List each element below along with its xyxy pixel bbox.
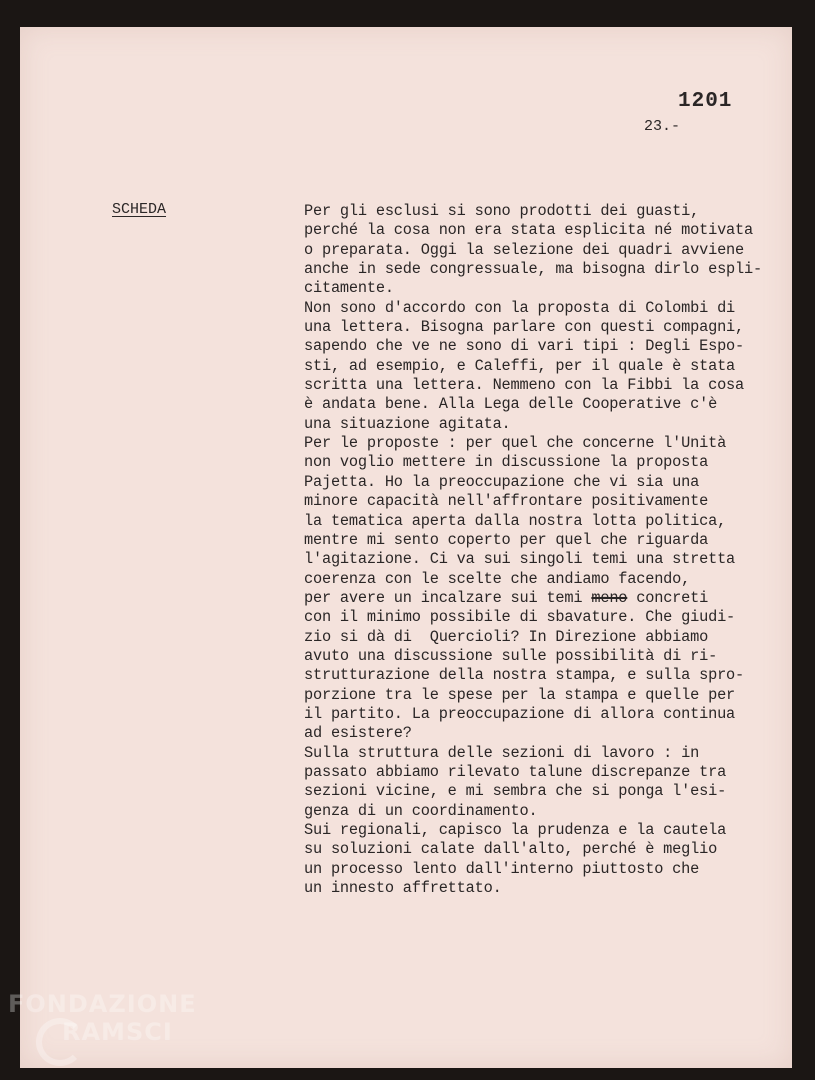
text-line: coerenza con le scelte che andiamo facendo,: [304, 569, 691, 588]
text-line-with-strikethrough: [304, 589, 794, 608]
struck-word: meno: [591, 588, 628, 607]
section-label: SCHEDA: [112, 201, 167, 218]
text-line: Sui regionali, capisco la prudenza e la cautela: [304, 821, 727, 839]
text-line: strutturazione della nostra stampa, e sulla spro-: [304, 666, 745, 685]
text-line: Per le proposte : per quel che concerne l'Unità: [304, 434, 727, 453]
text-line: sti, ad esempio, e Caleffi, per il quale è stata: [304, 356, 736, 375]
sheet-reference: 23.-: [644, 118, 681, 135]
text-line: passato abbiamo rilevato talune discrepanze tra: [304, 762, 727, 781]
text-line: sezioni vicine, e mi sembra che si ponga l'esi-: [304, 782, 727, 801]
text-line: l'agitazione. Ci va sui singoli temi una stretta: [304, 550, 736, 569]
text-line: il partito. La preoccupazione di allora continua: [304, 704, 736, 723]
text-segment: concreti: [627, 588, 709, 607]
text-line: porzione tra le spese per la stampa e quelle per: [304, 685, 736, 704]
text-line: un innesto affrettato.: [304, 879, 502, 898]
page-number: 1201: [678, 90, 733, 113]
text-segment: per avere un incalzare sui temi: [304, 588, 592, 607]
watermark-g-emblem: [36, 1018, 84, 1066]
text-line: genza di un coordinamento.: [304, 801, 538, 820]
text-line: Per gli esclusi si sono prodotti dei guasti,: [304, 202, 700, 220]
text-line: non voglio mettere in discussione la proposta: [304, 453, 709, 472]
text-line: su soluzioni calate dall'alto, perché è meglio: [304, 840, 718, 859]
text-line: perché la cosa non era stata esplicita né motivata: [304, 221, 753, 240]
text-line: scritta una lettera. Nemmeno con la Fibbi la cosa: [304, 376, 745, 395]
text-line: è andata bene. Alla Lega delle Cooperative c'è: [304, 395, 718, 414]
text-line: la tematica aperta dalla nostra lotta politica,: [304, 511, 727, 530]
typed-body-text: [304, 202, 794, 898]
text-line: citamente.: [304, 279, 394, 298]
watermark-line-1: FONDAZIONE: [8, 990, 197, 1018]
text-line: con il minimo possibile di sbavature. Che giudi-: [304, 608, 736, 627]
text-line: Sulla struttura delle sezioni di lavoro : in: [304, 743, 700, 762]
text-line: avuto una discussione sulle possibilità di ri-: [304, 646, 718, 665]
text-line: mentre mi sento coperto per quel che riguarda: [304, 530, 709, 549]
text-line: anche in sede congressuale, ma bisogna dirlo espli-: [304, 260, 762, 279]
archive-watermark-logo: [8, 992, 197, 1044]
text-line: o preparata. Oggi la selezione dei quadri avviene: [304, 240, 745, 259]
text-line: minore capacità nell'affrontare positivamente: [304, 492, 709, 511]
watermark-line-2: RAMSCI: [62, 1018, 173, 1046]
text-line: sapendo che ve ne sono di vari tipi : Degli Espo-: [304, 337, 745, 356]
text-line: zio si dà di Quercioli? In Direzione abbiamo: [304, 627, 709, 646]
text-line: una lettera. Bisogna parlare con questi compagni,: [304, 318, 745, 337]
text-line: Non sono d'accordo con la proposta di Colombi di: [304, 298, 736, 317]
text-line: una situazione agitata.: [304, 414, 511, 433]
text-line: un processo lento dall'interno piuttosto che: [304, 859, 700, 878]
text-line: ad esistere?: [304, 724, 412, 743]
text-line: Pajetta. Ho la preoccupazione che vi sia una: [304, 472, 700, 491]
